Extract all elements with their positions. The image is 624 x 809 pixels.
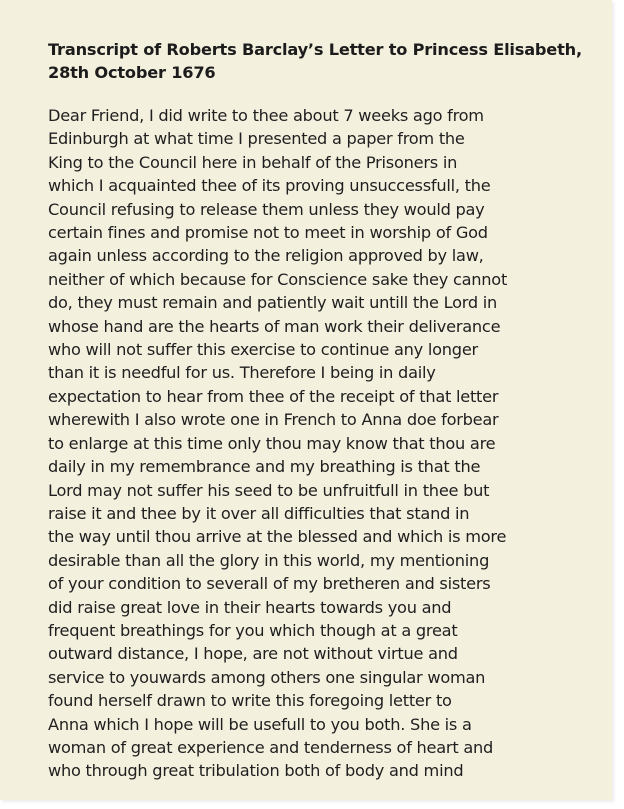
text-line: service to youwards among others one singular woman [48, 667, 486, 687]
text-line: Lord may not suffer his seed to be unfruitfull in thee but [48, 480, 490, 500]
text-line: to enlarge at this time only thou may know that thou are [48, 433, 496, 453]
text-line: outward distance, I hope, are not without virtue and [48, 644, 458, 664]
text-line: Council refusing to release them unless they would pay [48, 199, 485, 219]
text-line: who through great tribulation both of body and mind [48, 761, 464, 781]
text-line: woman of great experience and tenderness of heart and [48, 737, 494, 757]
text-line: whose hand are the hearts of man work their deliverance [48, 316, 501, 336]
text-line: King to the Council here in behalf of the Prisoners in [48, 152, 458, 172]
text-line: which I acquainted thee of its proving unsuccessfull, the [48, 176, 491, 196]
title-line: 28th October 1676 [48, 63, 216, 82]
letter-title [48, 38, 588, 84]
title-line: Transcript of Roberts Barclay’s Letter to Princess Elisabeth, [48, 40, 582, 59]
text-line: desirable than all the glory in this world, my mentioning [48, 550, 490, 570]
text-line: of your condition to severall of my bretheren and sisters [48, 574, 491, 594]
text-line: expectation to hear from thee of the receipt of that letter [48, 386, 499, 406]
text-line: Anna which I hope will be usefull to you both. She is a [48, 714, 472, 734]
text-line: again unless according to the religion approved by law, [48, 246, 484, 266]
text-line: Dear Friend, I did write to thee about 7 weeks ago from [48, 106, 484, 125]
letter-body [48, 104, 603, 783]
text-line: raise it and thee by it over all difficulties that stand in [48, 503, 470, 523]
text-line: daily in my remembrance and my breathing is that the [48, 457, 481, 477]
text-line: who will not suffer this exercise to continue any longer [48, 340, 478, 360]
text-line: certain fines and promise not to meet in worship of God [48, 223, 488, 243]
text-line: found herself drawn to write this foregoing letter to [48, 691, 452, 711]
text-line: frequent breathings for you which though at a great [48, 620, 458, 640]
text-line: wherewith I also wrote one in French to Anna doe forbear [48, 410, 499, 430]
text-line: do, they must remain and patiently wait untill the Lord in [48, 293, 498, 313]
text-line: the way until thou arrive at the blessed and which is more [48, 527, 507, 547]
text-line: neither of which because for Conscience sake they cannot [48, 269, 508, 289]
text-line: did raise great love in their hearts towards you and [48, 597, 452, 617]
text-line: than it is needful for us. Therefore I being in daily [48, 363, 436, 383]
text-line: Edinburgh at what time I presented a paper from the [48, 129, 465, 149]
